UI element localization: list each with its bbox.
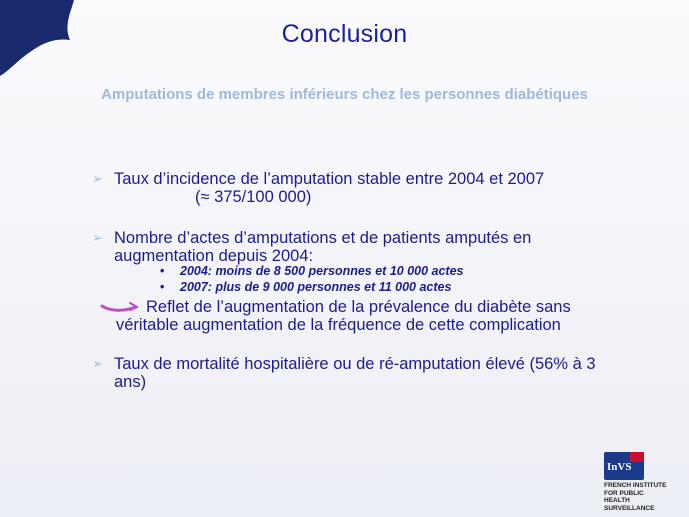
reflet-text-continued: véritable augmentation de la fréquence de cette complication [116,316,561,334]
arrow-bullet-icon: ➢ [92,171,103,186]
arrow-bullet-icon: ➢ [92,230,103,245]
reflet-text: Reflet de l’augmentation de la prévalence du diabète sans [146,298,571,316]
sub-bullet-2007 [160,280,451,294]
bullet-text-continued: (≈ 375/100 000) [195,188,312,206]
sub-bullet-text: 2007: plus de 9 000 personnes et 11 000 actes [180,280,452,294]
bullet-text: Nombre d’actes d’amputations et de patients amputés en [114,229,532,247]
sub-bullet-dot: • [160,280,165,294]
invs-logo [604,452,668,512]
bullet-mortalite [92,355,632,391]
sub-bullet-text: 2004: moins de 8 500 personnes et 10 000 actes [180,264,464,278]
bullet-text: Taux d’incidence de l’amputation stable entre 2004 et 2007 [114,170,545,188]
bullet-actes [92,229,562,265]
slide-title: Conclusion [281,20,408,48]
logo-caption-line: FOR PUBLIC HEALTH [604,489,644,504]
logo-caption-line: FRENCH INSTITUTE [604,482,667,489]
bullet-text-continued: augmentation depuis 2004: [114,247,314,265]
bullet-incidence [92,170,544,206]
reflet-note [116,298,571,334]
sub-bullet-dot: • [160,264,165,278]
invs-logo-mark [604,452,644,480]
sub-bullet-2004 [160,264,464,278]
arrow-bullet-icon: ➢ [92,356,103,371]
bullet-text-continued: ans) [114,373,147,391]
logo-caption-line: SURVEILLANCE [604,504,655,512]
slide-subtitle: Amputations de membres inférieurs chez les personnes diabétiques [101,86,588,103]
logo-label: InVS [607,461,632,473]
bullet-text: Taux de mortalité hospitalière ou de ré-amputation élevé (56% à 3 [114,355,596,373]
logo-caption [604,482,668,512]
